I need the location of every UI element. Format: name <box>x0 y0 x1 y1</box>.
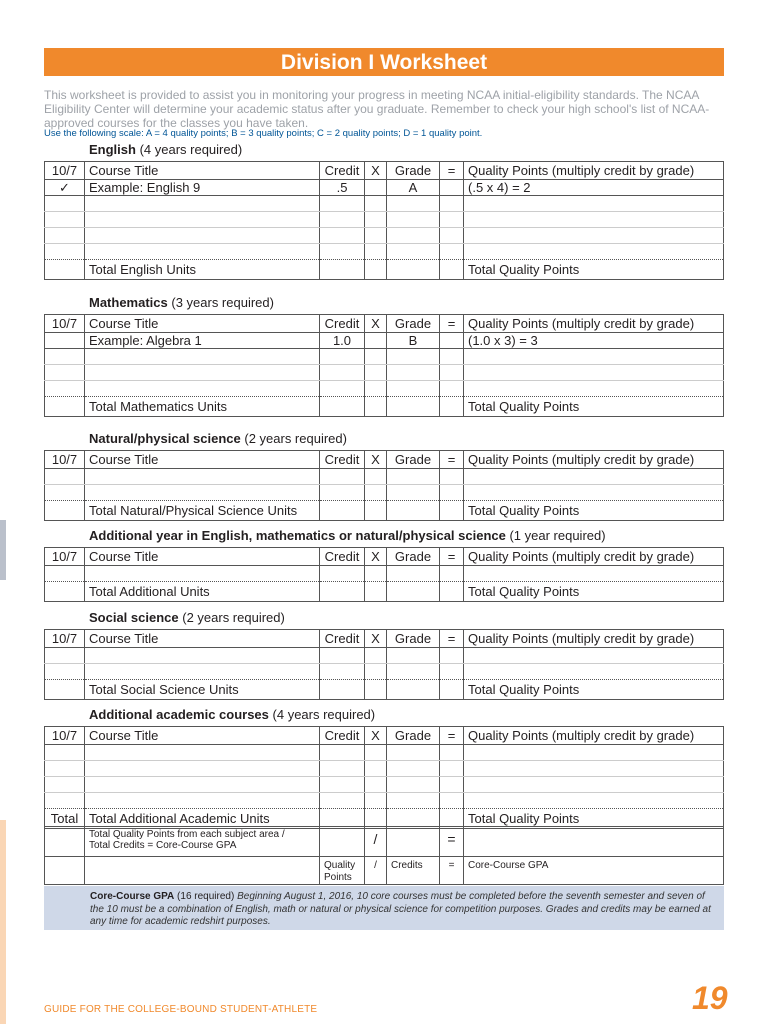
col-x: X <box>365 548 387 566</box>
section-heading-academic-courses <box>89 707 375 723</box>
col-x: X <box>365 162 387 180</box>
example-course: Example: Algebra 1 <box>85 333 320 349</box>
total-row <box>45 397 724 417</box>
col-grade: Grade <box>387 727 440 745</box>
col-course-title: Course Title <box>85 630 320 648</box>
total-units-label: Total Additional Units <box>85 582 320 602</box>
example-row <box>45 333 724 349</box>
col-equals: = <box>440 315 464 333</box>
quality-points-label: Quality Points <box>320 857 365 885</box>
section-name: Additional academic courses <box>89 707 269 722</box>
table-header <box>45 451 724 469</box>
core-course-gpa-label: Core-Course GPA <box>464 857 724 885</box>
academic-courses-table <box>44 726 724 829</box>
table-row <box>45 664 724 680</box>
gpa-result-input[interactable] <box>464 827 724 857</box>
total-units-label: Total Mathematics Units <box>85 397 320 417</box>
grading-scale: Use the following scale: A = 4 quality points; B = 3 quality points; C = 2 quality points; D = 1 quality point. <box>44 128 483 139</box>
gpa-formula-row <box>45 827 724 857</box>
table-row <box>45 485 724 501</box>
core-course-gpa-note <box>44 886 724 930</box>
col-semester: 10/7 <box>45 315 85 333</box>
section-requirement: (4 years required) <box>135 142 243 157</box>
table-row <box>45 381 724 397</box>
total-quality-points-label: Total Quality Points <box>464 501 724 521</box>
total-row <box>45 582 724 602</box>
equals-symbol: = <box>440 827 464 857</box>
table-row <box>45 777 724 793</box>
col-credit: Credit <box>320 727 365 745</box>
table-row <box>45 365 724 381</box>
quality-points-input[interactable] <box>320 827 365 857</box>
col-course-title: Course Title <box>85 162 320 180</box>
table-header <box>45 315 724 333</box>
total-quality-points-label: Total Quality Points <box>464 680 724 700</box>
gpa-formula <box>85 827 320 857</box>
example-course: Example: English 9 <box>85 180 320 196</box>
table-row <box>45 469 724 485</box>
col-credit: Credit <box>320 451 365 469</box>
col-equals: = <box>440 727 464 745</box>
col-course-title: Course Title <box>85 727 320 745</box>
col-credit: Credit <box>320 162 365 180</box>
total-row <box>45 501 724 521</box>
section-heading-mathematics <box>89 295 274 311</box>
col-grade: Grade <box>387 630 440 648</box>
col-semester: 10/7 <box>45 451 85 469</box>
total-quality-points-label: Total Quality Points <box>464 397 724 417</box>
total-quality-points-label: Total Quality Points <box>464 809 724 829</box>
table-row <box>45 566 724 582</box>
science-table <box>44 450 724 521</box>
table-header <box>45 727 724 745</box>
gpa-formula-line2: Total Credits = Core-Course GPA <box>89 840 237 851</box>
english-table <box>44 161 724 280</box>
section-requirement: (2 years required) <box>240 431 347 446</box>
table-row <box>45 793 724 809</box>
section-name: Natural/physical science <box>89 431 241 446</box>
example-credit: .5 <box>320 180 365 196</box>
mathematics-table <box>44 314 724 417</box>
total-quality-points-label: Total Quality Points <box>464 582 724 602</box>
col-quality-points: Quality Points (multiply credit by grade) <box>464 162 724 180</box>
section-heading-additional-year <box>89 528 606 544</box>
section-name: English <box>89 142 136 157</box>
total-units-label: Total Natural/Physical Science Units <box>85 501 320 521</box>
col-grade: Grade <box>387 162 440 180</box>
col-quality-points: Quality Points (multiply credit by grade) <box>464 630 724 648</box>
col-semester: 10/7 <box>45 548 85 566</box>
col-x: X <box>365 630 387 648</box>
section-heading-english <box>89 142 242 158</box>
social-science-table <box>44 629 724 700</box>
total-row <box>45 680 724 700</box>
example-quality-points: (.5 x 4) = 2 <box>464 180 724 196</box>
example-credit: 1.0 <box>320 333 365 349</box>
table-row <box>45 745 724 761</box>
page-edge-mark <box>0 0 6 1024</box>
col-credit: Credit <box>320 548 365 566</box>
col-equals: = <box>440 548 464 566</box>
col-x: X <box>365 451 387 469</box>
table-row <box>45 349 724 365</box>
table-header <box>45 162 724 180</box>
col-course-title: Course Title <box>85 451 320 469</box>
section-heading-science <box>89 431 347 447</box>
section-requirement: (3 years required) <box>167 295 274 310</box>
col-grade: Grade <box>387 451 440 469</box>
col-credit: Credit <box>320 630 365 648</box>
col-quality-points: Quality Points (multiply credit by grade) <box>464 451 724 469</box>
check-icon: ✓ <box>45 180 85 196</box>
additional-year-table <box>44 547 724 602</box>
table-row <box>45 761 724 777</box>
section-requirement: (2 years required) <box>178 610 285 625</box>
page-number: 19 <box>692 980 728 1016</box>
table-row <box>45 196 724 212</box>
section-heading-social-science <box>89 610 285 626</box>
col-x: X <box>365 727 387 745</box>
total-units-label: Total English Units <box>85 260 320 280</box>
table-row <box>45 228 724 244</box>
col-semester: 10/7 <box>45 162 85 180</box>
col-semester: 10/7 <box>45 727 85 745</box>
col-course-title: Course Title <box>85 548 320 566</box>
gpa-formula-line1: Total Quality Points from each subject area / <box>89 829 285 840</box>
section-name: Social science <box>89 610 179 625</box>
credits-input[interactable] <box>387 827 440 857</box>
col-semester: 10/7 <box>45 630 85 648</box>
note-text: Beginning August 1, 2016, 10 core courses must be completed before the seventh semester and seven of the 10 must be a combination of English, math or natural or physical science for competition purposes. Grades and credits may be earned at any time for academic redshirt purposes. <box>90 891 711 927</box>
col-equals: = <box>440 162 464 180</box>
col-quality-points: Quality Points (multiply credit by grade) <box>464 727 724 745</box>
col-credit: Credit <box>320 315 365 333</box>
example-grade: B <box>387 333 440 349</box>
total-units-label: Total Additional Academic Units <box>85 809 320 829</box>
col-quality-points: Quality Points (multiply credit by grade) <box>464 548 724 566</box>
section-requirement: (4 years required) <box>268 707 376 722</box>
col-equals: = <box>440 451 464 469</box>
col-course-title: Course Title <box>85 315 320 333</box>
col-grade: Grade <box>387 315 440 333</box>
col-grade: Grade <box>387 548 440 566</box>
footer-guide-title: GUIDE FOR THE COLLEGE-BOUND STUDENT-ATHLETE <box>44 1004 318 1015</box>
section-name: Mathematics <box>89 295 168 310</box>
example-grade: A <box>387 180 440 196</box>
note-title: Core-Course GPA <box>90 891 175 902</box>
intro-text: This worksheet is provided to assist you in monitoring your progress in meeting NCAA initial-eligibility standards. The NCAA Eligibility Center will determine your academic status after you graduate. Remember to check your high school's list of NCAA-approved courses for the classes you have taken. <box>44 88 710 130</box>
col-quality-points: Quality Points (multiply credit by grade) <box>464 315 724 333</box>
col-x: X <box>365 315 387 333</box>
total-label: Total <box>45 809 85 829</box>
section-requirement: (1 year required) <box>505 528 606 543</box>
table-row <box>45 212 724 228</box>
page-title: Division I Worksheet <box>44 48 724 76</box>
total-quality-points-label: Total Quality Points <box>464 260 724 280</box>
table-row <box>45 648 724 664</box>
divide-label: / <box>365 857 387 885</box>
gpa-label-row <box>45 857 724 885</box>
gpa-calculation <box>44 826 724 885</box>
section-name: Additional year in English, mathematics or natural/physical science <box>89 528 506 543</box>
credits-label: Credits <box>387 857 440 885</box>
total-row <box>45 260 724 280</box>
example-quality-points: (1.0 x 3) = 3 <box>464 333 724 349</box>
equals-label: = <box>440 857 464 885</box>
table-header <box>45 548 724 566</box>
table-row <box>45 244 724 260</box>
example-row <box>45 180 724 196</box>
note-requirement: (16 required) <box>174 891 238 902</box>
col-equals: = <box>440 630 464 648</box>
total-units-label: Total Social Science Units <box>85 680 320 700</box>
divide-symbol: / <box>365 827 387 857</box>
table-header <box>45 630 724 648</box>
